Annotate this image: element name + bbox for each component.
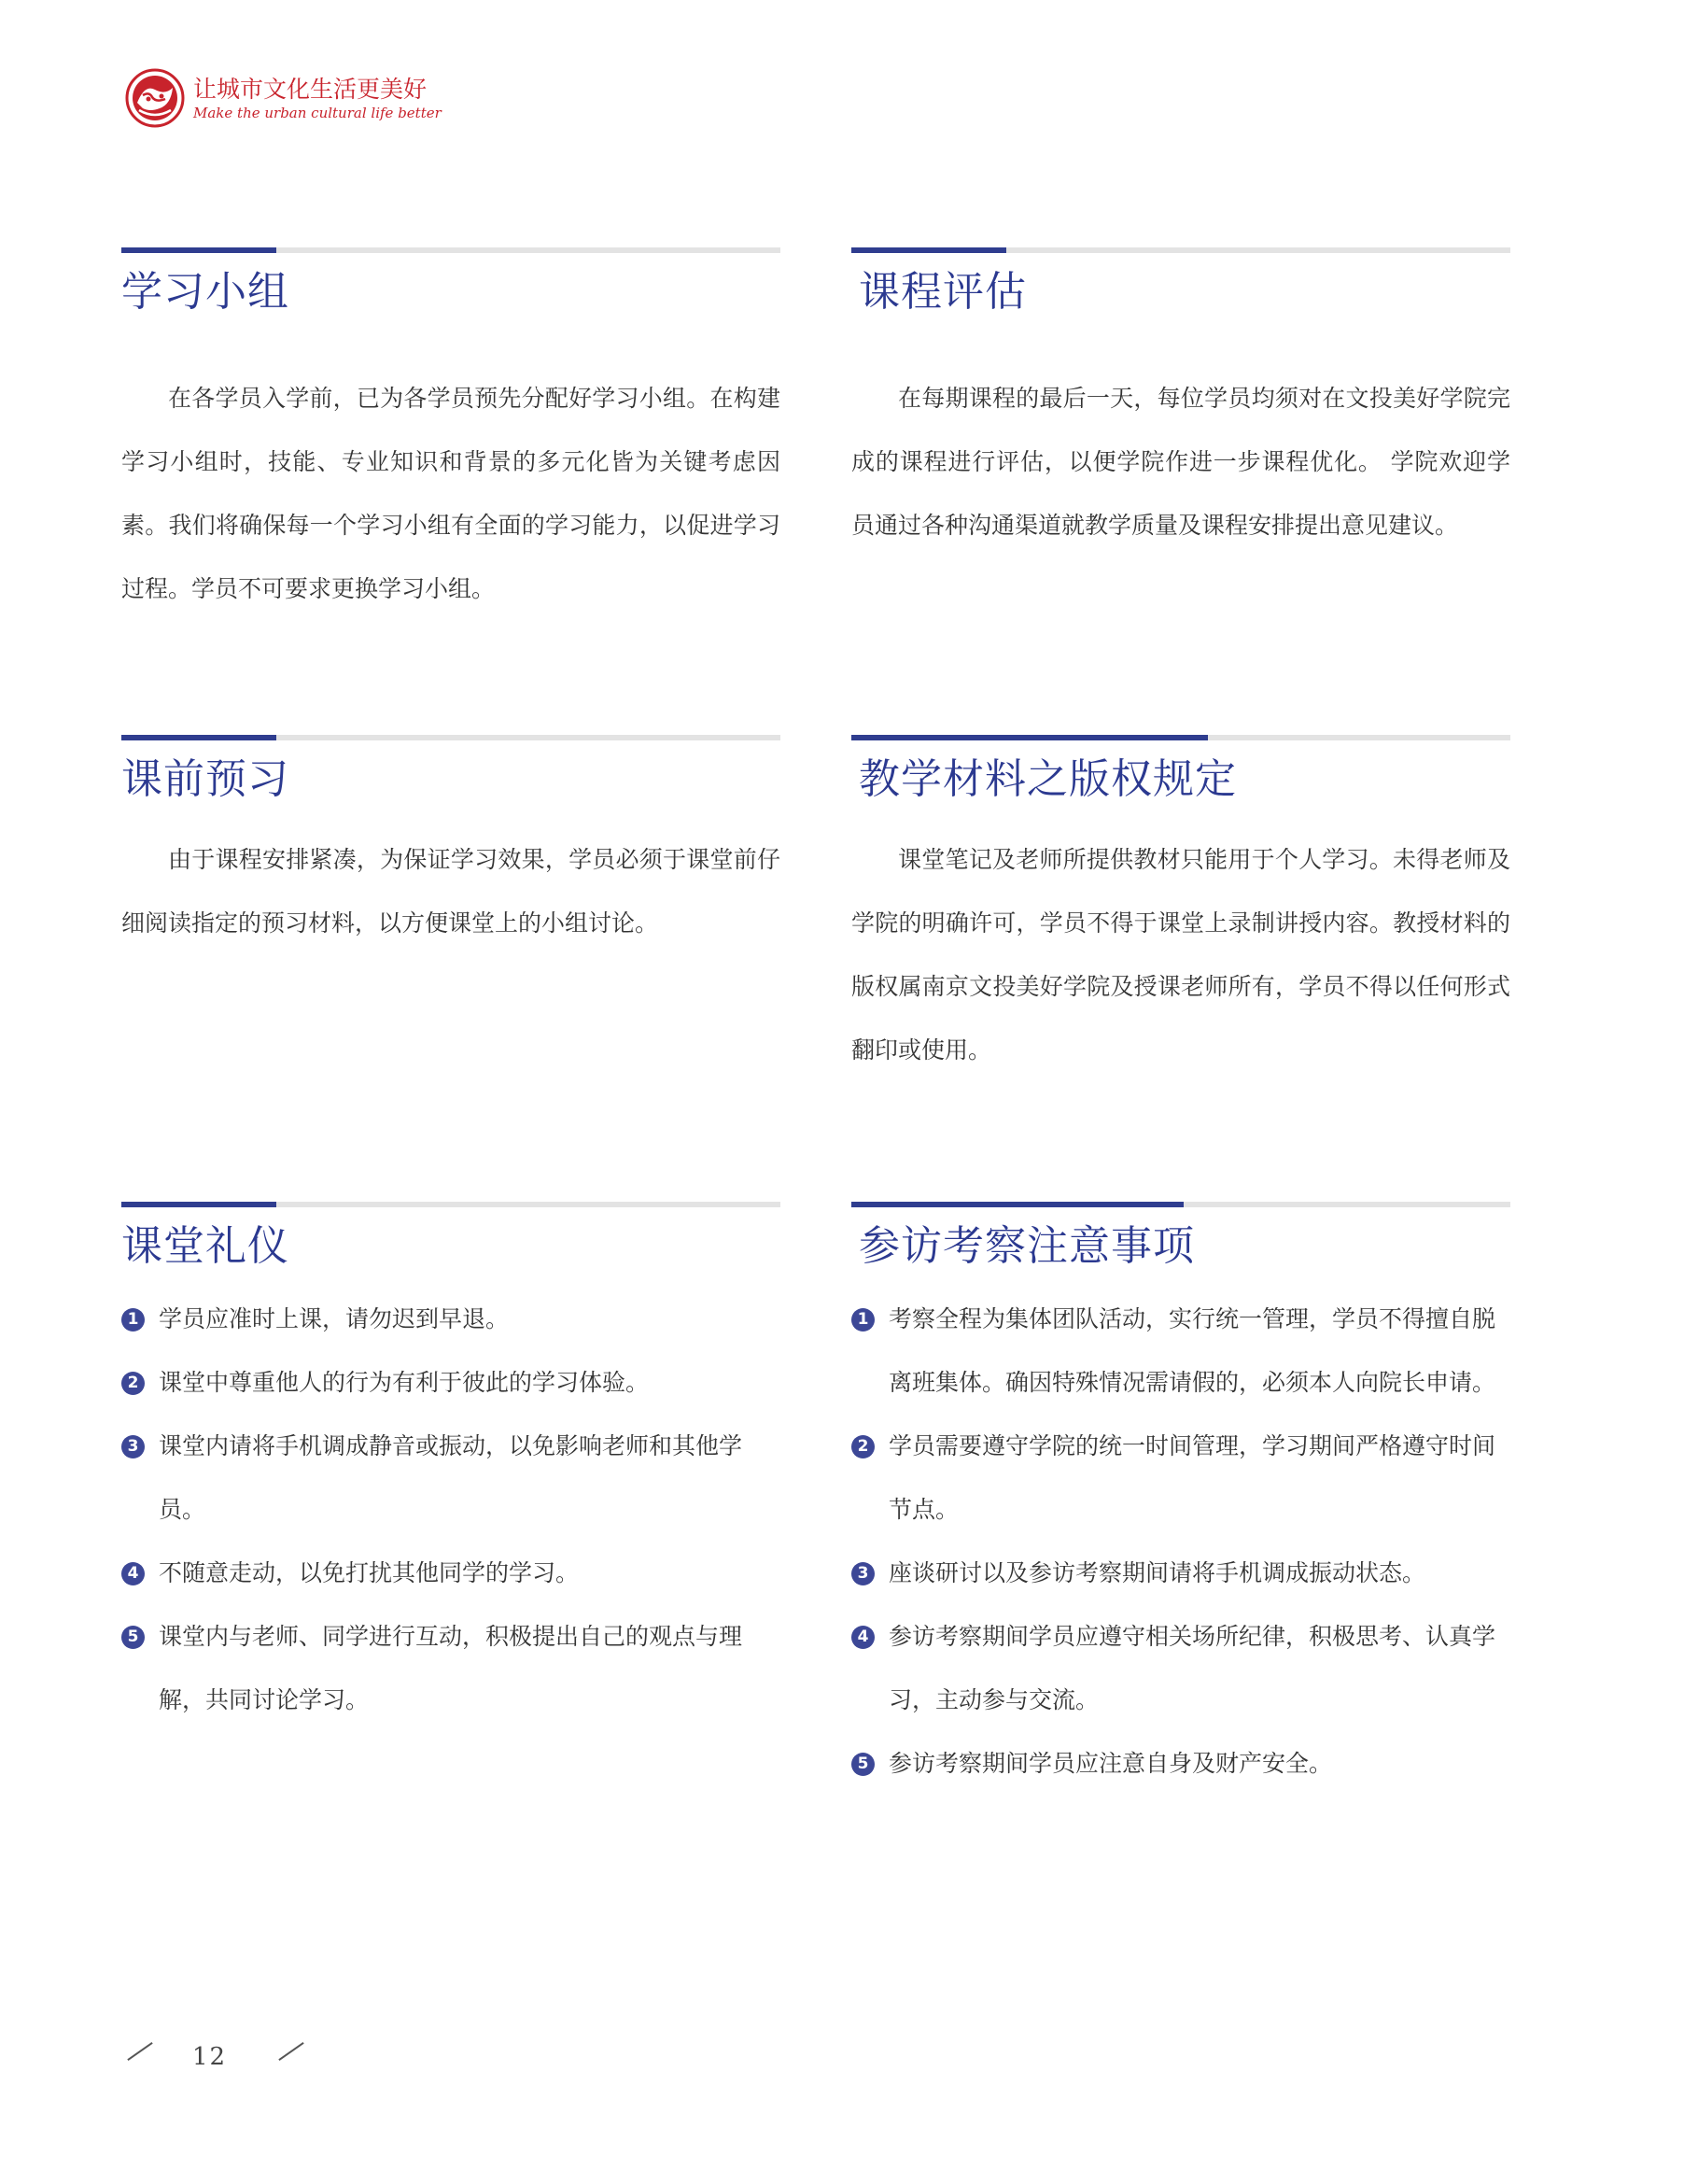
list-item-text: 课堂内与老师、同学进行互动，积极提出自己的观点与理解，共同讨论学习。: [159, 1623, 743, 1713]
section-body: 课堂笔记及老师所提供教材只能用于个人学习。未得老师及学院的明确许可，学员不得于课堂上录制讲授内容。教授材料的版权属南京文投美好学院及授课老师所有，学员不得以任何形式翻印或使用。: [851, 846, 1510, 1064]
section-title: 课程评估: [859, 268, 1027, 316]
section-rule-accent: [121, 735, 276, 740]
section-rule: [121, 1202, 780, 1207]
list-item: [121, 1415, 780, 1542]
number-badge-icon: 4: [851, 1626, 875, 1649]
list-item: [851, 1732, 1510, 1796]
list-item-text: 参访考察期间学员应注意自身及财产安全。: [889, 1750, 1333, 1777]
list-item: [121, 1288, 780, 1351]
section-title: 学习小组: [121, 268, 289, 316]
list-item-text: 课堂内请将手机调成静音或振动，以免影响老师和其他学员。: [159, 1432, 743, 1523]
section-rule: [121, 735, 780, 740]
section-title: 课堂礼仪: [121, 1222, 289, 1270]
number-badge-icon: 1: [851, 1308, 875, 1332]
list-item: [121, 1605, 780, 1732]
number-badge-icon: 2: [121, 1372, 145, 1395]
section-preview: [121, 735, 780, 955]
list-item-text: 考察全程为集体团队活动，实行统一管理，学员不得擅自脱离班集体。确因特殊情况需请假的，必须本人向院长申请。: [889, 1305, 1496, 1396]
section-rule-accent: [851, 735, 1208, 740]
section-rule-accent: [121, 1202, 276, 1207]
section-study-group: [121, 247, 780, 621]
brand-title: 让城市文化生活更美好: [193, 76, 428, 103]
list-item: [851, 1605, 1510, 1732]
list-item: [121, 1351, 780, 1415]
list-item: [851, 1288, 1510, 1415]
section-rule: [851, 247, 1510, 253]
section-rule-accent: [121, 247, 276, 253]
list-item-text: 学员需要遵守学院的统一时间管理，学习期间严格遵守时间节点。: [889, 1432, 1496, 1523]
list-item-text: 参访考察期间学员应遵守相关场所纪律，积极思考、认真学习，主动参与交流。: [889, 1623, 1496, 1713]
section-title: 课前预习: [121, 755, 289, 803]
section-title: 教学材料之版权规定: [859, 755, 1237, 803]
list-item-text: 课堂中尊重他人的行为有利于彼此的学习体验。: [159, 1369, 650, 1396]
section-rule-accent: [851, 247, 1006, 253]
section-body: 由于课程安排紧凑，为保证学习效果，学员必须于课堂前仔细阅读指定的预习材料，以方便课堂上的小组讨论。: [121, 846, 780, 937]
page-number: 12: [192, 2043, 228, 2071]
list-item: [851, 1415, 1510, 1542]
section-body: 在各学员入学前，已为各学员预先分配好学习小组。在构建学习小组时，技能、专业知识和背景的多元化皆为关键考虑因素。我们将确保每一个学习小组有全面的学习能力，以促进学习过程。学员不可要求更换学习小组。: [121, 385, 780, 602]
list-item: [121, 1542, 780, 1605]
section-rule: [851, 1202, 1510, 1207]
section-visit: [851, 1202, 1510, 1796]
etiquette-list: [121, 1288, 780, 1732]
section-rule: [851, 735, 1510, 740]
number-badge-icon: 5: [121, 1626, 145, 1649]
list-item-text: 不随意走动，以免打扰其他同学的学习。: [159, 1559, 580, 1586]
section-rule: [121, 247, 780, 253]
brand-emblem-icon: [124, 67, 186, 129]
number-badge-icon: 5: [851, 1753, 875, 1776]
number-badge-icon: 1: [121, 1308, 145, 1332]
slash-divider-icon: [127, 2042, 152, 2061]
brand-subtitle: Make the urban cultural life better: [193, 105, 442, 121]
visit-list: [851, 1288, 1510, 1796]
slash-divider-icon: [278, 2042, 303, 2061]
list-item-text: 学员应准时上课，请勿迟到早退。: [159, 1305, 510, 1332]
section-copyright: [851, 735, 1510, 1082]
number-badge-icon: 3: [121, 1435, 145, 1458]
number-badge-icon: 3: [851, 1562, 875, 1585]
list-item-text: 座谈研讨以及参访考察期间请将手机调成振动状态。: [889, 1559, 1426, 1586]
section-etiquette: [121, 1202, 780, 1732]
number-badge-icon: 4: [121, 1562, 145, 1585]
list-item: [851, 1542, 1510, 1605]
section-title: 参访考察注意事项: [859, 1222, 1195, 1270]
section-rule-accent: [851, 1202, 1184, 1207]
number-badge-icon: 2: [851, 1435, 875, 1458]
section-body: 在每期课程的最后一天，每位学员均须对在文投美好学院完成的课程进行评估，以便学院作进一步课程优化。 学院欢迎学员通过各种沟通渠道就教学质量及课程安排提出意见建议。: [851, 385, 1510, 539]
section-evaluation: [851, 247, 1510, 557]
